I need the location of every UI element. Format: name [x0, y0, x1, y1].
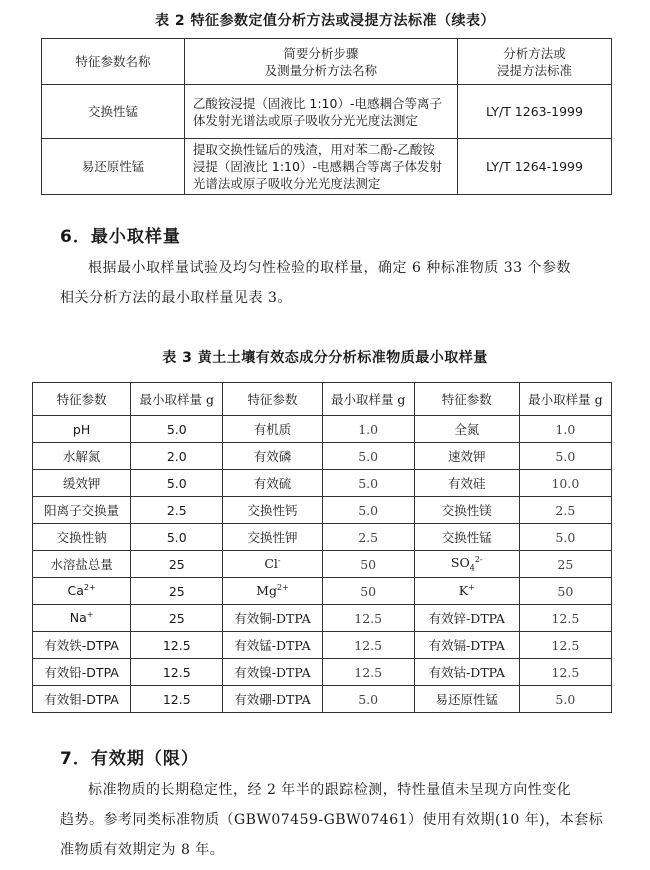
section7-para-line	[60, 775, 608, 805]
table3-amount-cell: 5.0	[519, 686, 611, 713]
table3-param-cell	[223, 497, 322, 524]
table3-param-text: K	[458, 583, 469, 599]
table2-procedure-line: 浸提（固液比 1:10）-电感耦合等离子体发射	[192, 159, 442, 174]
table3-amount-cell: 12.5	[519, 659, 611, 686]
section7-para-line: 趋势。参考同类标准物质（GBW07459-GBW07461）使用有效期(10 年)，本套标	[60, 812, 604, 828]
table3-param-cell	[223, 659, 322, 686]
table3-amount-cell: 5.0	[131, 416, 223, 443]
table3-param-text: Mg	[256, 583, 277, 599]
table3-param-text: 有效铁-DTPA	[44, 638, 119, 653]
section6-para-line: 相关分析方法的最小取样量见表 3。	[60, 290, 292, 306]
table3-amount-cell: 12.5	[131, 632, 223, 659]
table3-param-text: 交换性钠	[56, 530, 107, 545]
table3-param-text: Cl	[264, 556, 278, 572]
table3-param-text: Na	[69, 610, 87, 626]
table3	[32, 382, 612, 713]
section6-heading: 6．最小取样量	[60, 227, 181, 247]
table3-param-cell	[414, 686, 519, 713]
table3-param-text: 有机质	[253, 422, 292, 437]
table3-row	[33, 524, 612, 551]
table3-param-cell	[414, 443, 519, 470]
table2-row	[42, 139, 612, 195]
table2-procedure-line: 乙酸铵浸提（固液比 1:10）-电感耦合等离子	[192, 95, 442, 111]
table2-header-standard-line2: 浸提方法标准	[496, 62, 572, 78]
table2-procedure-line: 体发射光谱法或原子吸收分光光度法测定	[192, 112, 418, 128]
table3-param-cell	[223, 605, 322, 632]
table2-caption: 表 2 特征参数定值分析方法或浸提方法标准（续表）	[155, 13, 495, 29]
table3-caption: 表 3 黄土土壤有效态成分分析标准物质最小取样量	[162, 350, 488, 366]
table3-param-cell	[414, 497, 519, 524]
table3-header-amount-2: 最小取样量 g	[322, 383, 414, 416]
table2-procedure-line: 提取交换性锰后的残渣，用对苯二酚-乙酸铵	[192, 142, 435, 157]
table3-row	[33, 470, 612, 497]
table3-amount-cell: 25	[519, 551, 611, 578]
table3-row	[33, 632, 612, 659]
table3-amount-cell: 5.0	[322, 497, 414, 524]
table3-param-text: 水解氮	[62, 449, 101, 464]
table3-amount-cell: 25	[131, 605, 223, 632]
table3-param-superscript: 2+	[276, 583, 289, 593]
section7-para-line: 准物质有效期定为 8 年。	[60, 842, 225, 858]
table2-standard: LY/T 1263-1999	[457, 85, 611, 139]
table3-param-text: 有效锌-DTPA	[428, 611, 505, 626]
table3-param-text: 有效镉-DTPA	[428, 638, 505, 653]
table3-param-cell	[33, 524, 131, 551]
table3-amount-cell: 5.0	[322, 470, 414, 497]
table3-param-cell	[33, 659, 131, 686]
table3-amount-cell: 5.0	[519, 443, 611, 470]
table3-param-cell	[33, 605, 131, 632]
table3-amount-cell: 12.5	[519, 632, 611, 659]
table3-header-amount-3: 最小取样量 g	[519, 383, 611, 416]
table3-param-cell	[223, 578, 322, 605]
table3-row	[33, 416, 612, 443]
table3-param-cell	[414, 416, 519, 443]
table3-param-cell	[33, 551, 131, 578]
table3-param-text: Ca	[67, 583, 84, 599]
table3-row	[33, 443, 612, 470]
table3-amount-cell: 2.5	[519, 497, 611, 524]
table3-param-cell	[33, 686, 131, 713]
table3-param-superscript: +	[86, 610, 94, 620]
table3-amount-cell: 50	[322, 578, 414, 605]
table3-amount-cell: 25	[131, 578, 223, 605]
table3-amount-cell: 2.5	[131, 497, 223, 524]
table3-param-text: pH	[72, 421, 91, 437]
table3-param-text: 有效钼-DTPA	[44, 692, 119, 707]
table3-param-text: 全氮	[454, 422, 480, 437]
section7-para-text: 标准物质的长期稳定性，经 2 年半的跟踪检测，特性量值未呈现方向性变化	[88, 782, 572, 798]
table3-param-text: 阳离子交换量	[44, 503, 120, 518]
table3-param-superscript: +	[468, 583, 475, 593]
table2	[41, 38, 612, 195]
table3-param-text: 水溶盐总量	[50, 557, 113, 572]
table3-amount-cell: 2.5	[322, 524, 414, 551]
table3-param-cell	[223, 551, 322, 578]
table3-param-text: 有效硫	[253, 476, 292, 491]
table3-param-text: 交换性钙	[247, 503, 298, 518]
table3-param-cell	[223, 524, 322, 551]
table2-procedure	[184, 139, 457, 195]
table3-param-superscript: 2+	[83, 583, 96, 593]
table3-row	[33, 659, 612, 686]
table3-header-amount-1: 最小取样量 g	[131, 383, 223, 416]
table2-header-standard-line1: 分析方法或	[503, 45, 566, 61]
table3-amount-cell: 25	[131, 551, 223, 578]
table3-param-text: SO	[450, 555, 470, 571]
table2-header-row	[42, 39, 612, 85]
table2-procedure	[184, 85, 457, 139]
table3-param-text: 有效锰-DTPA	[234, 638, 311, 653]
table3-row	[33, 578, 612, 605]
table3-header-param-2: 特征参数	[223, 383, 322, 416]
table3-amount-cell: 12.5	[131, 659, 223, 686]
table2-procedure-line: 光谱法或原子吸收分光光度法测定	[192, 176, 381, 191]
table2-header-procedure	[184, 39, 457, 85]
table2-header-standard	[457, 39, 611, 85]
table3-row	[33, 605, 612, 632]
table3-param-text: 有效钴-DTPA	[428, 665, 505, 680]
table2-param: 易还原性锰	[42, 139, 185, 195]
table3-param-cell	[33, 578, 131, 605]
table3-amount-cell: 1.0	[322, 416, 414, 443]
table3-param-cell	[33, 632, 131, 659]
table3-param-cell	[414, 470, 519, 497]
table3-param-cell	[414, 578, 519, 605]
table3-param-text: 易还原性锰	[435, 692, 499, 707]
table3-amount-cell: 5.0	[322, 443, 414, 470]
table3-header-param-1: 特征参数	[33, 383, 131, 416]
table2-header-param: 特征参数名称	[42, 39, 185, 85]
table3-param-cell	[33, 416, 131, 443]
table3-param-text: 有效硼-DTPA	[234, 692, 311, 707]
table3-header-row	[33, 383, 612, 416]
table3-param-cell	[414, 659, 519, 686]
section6-para-text: 根据最小取样量试验及均匀性检验的取样量，确定 6 种标准物质 33 个参数	[88, 260, 572, 276]
table3-param-cell	[33, 443, 131, 470]
table3-param-cell	[223, 470, 322, 497]
table3-amount-cell: 1.0	[519, 416, 611, 443]
table3-param-superscript: 2-	[474, 555, 483, 565]
section6-para-line	[60, 253, 608, 283]
table3-amount-cell: 50	[519, 578, 611, 605]
table3-param-cell	[414, 605, 519, 632]
table3-param-text: 缓效钾	[62, 476, 101, 491]
table3-param-cell	[223, 416, 322, 443]
table3-amount-cell: 5.0	[322, 686, 414, 713]
table3-param-subscript: 4	[469, 563, 475, 573]
table3-param-cell	[223, 686, 322, 713]
table3-row	[33, 497, 612, 524]
table3-amount-cell: 5.0	[519, 524, 611, 551]
table3-param-cell	[33, 470, 131, 497]
table3-amount-cell: 12.5	[322, 605, 414, 632]
table3-amount-cell: 12.5	[131, 686, 223, 713]
table3-param-text: 交换性钾	[247, 530, 298, 545]
table3-param-text: 速效钾	[448, 449, 486, 464]
table3-amount-cell: 50	[322, 551, 414, 578]
table2-header-procedure-line2: 及测量分析方法名称	[264, 62, 378, 78]
section7-paragraph	[60, 775, 608, 865]
table3-param-text: 有效铅-DTPA	[44, 665, 119, 680]
table3-param-cell	[223, 443, 322, 470]
table3-param-cell	[33, 497, 131, 524]
table2-standard: LY/T 1264-1999	[457, 139, 611, 195]
table2-header-procedure-line1: 简要分析步骤	[283, 45, 359, 61]
table3-param-text: 有效硅	[448, 476, 486, 491]
table3-row	[33, 686, 612, 713]
table3-amount-cell: 5.0	[131, 470, 223, 497]
table2-row	[42, 85, 612, 139]
table3-header-param-3: 特征参数	[414, 383, 519, 416]
table3-amount-cell: 12.5	[322, 659, 414, 686]
table3-amount-cell: 12.5	[519, 605, 611, 632]
section6-paragraph	[60, 253, 608, 313]
table3-param-cell	[414, 551, 519, 578]
table3-param-text: 交换性镁	[441, 503, 492, 518]
table3-param-text: 有效磷	[253, 449, 292, 464]
table3-amount-cell: 10.0	[519, 470, 611, 497]
table3-amount-cell: 5.0	[131, 524, 223, 551]
table2-param: 交换性锰	[42, 85, 185, 139]
table3-param-text: 交换性锰	[441, 530, 492, 545]
table3-param-cell	[414, 632, 519, 659]
table3-param-text: 有效铜-DTPA	[234, 611, 311, 626]
table3-param-cell	[414, 524, 519, 551]
table3-row	[33, 551, 612, 578]
table3-param-superscript: -	[277, 556, 281, 566]
table3-param-cell	[223, 632, 322, 659]
table3-param-text: 有效镍-DTPA	[234, 665, 311, 680]
section7-heading: 7．有效期（限）	[60, 749, 199, 769]
table3-amount-cell: 12.5	[322, 632, 414, 659]
table3-amount-cell: 2.0	[131, 443, 223, 470]
